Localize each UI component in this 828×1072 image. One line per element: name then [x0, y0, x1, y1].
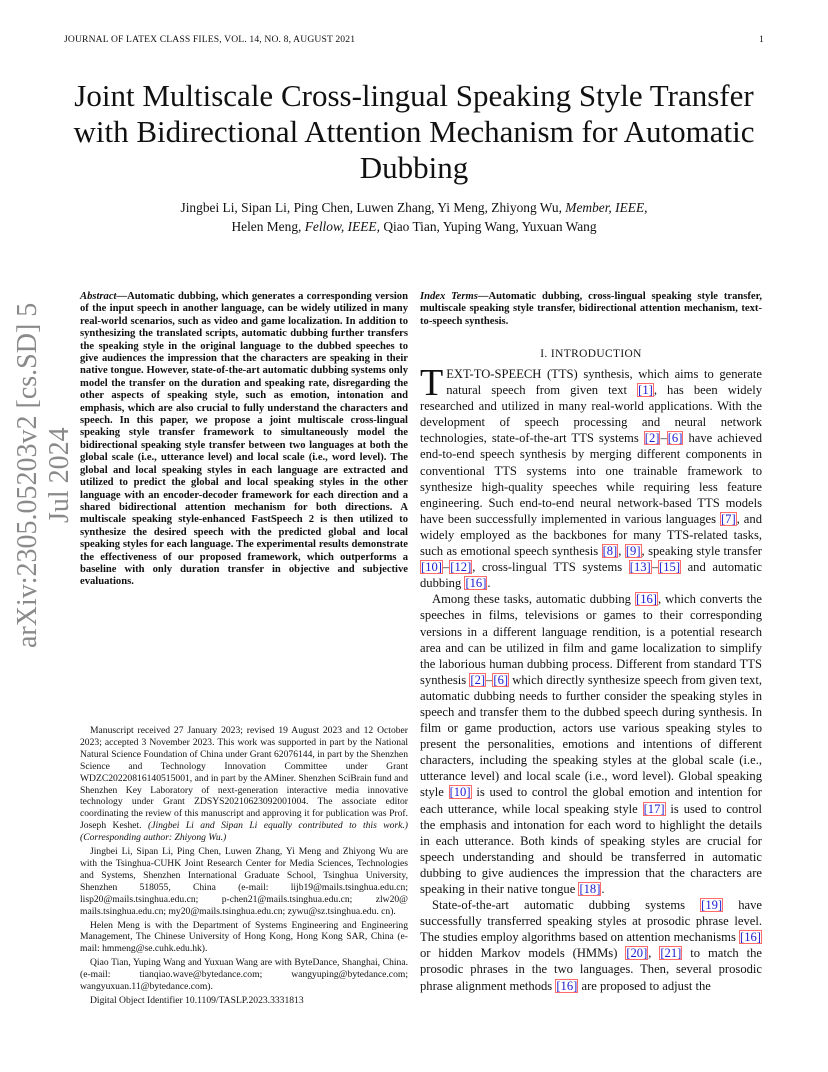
index-terms-lead: Index Terms	[420, 291, 478, 302]
citation-link[interactable]: [8]	[602, 544, 618, 559]
citation-link[interactable]: [20]	[626, 946, 648, 961]
footnotes	[80, 725, 408, 1009]
citation-link[interactable]: [17]	[643, 801, 665, 816]
intro-paragraph-1: TEXT-TO-SPEECH (TTS) synthesis, which aims to generate natural speech from given text [1], has been widely researched and utilized in many real-world applications. With the development of speech processing and neural network technologies, state-of-the-art TTS systems [2]–[6] have achieved end-to-end speech synthesis by merging different components in conventional TTS systems into one trainable framework to synthesize high-quality speeches while requiring less feature engineering. Such end-to-end neural network-based TTS models have been successfully implemented in various languages [7], and widely employed as the backbones for many TTS-related tasks, such as emotional speech synthesis [8], [9], speaking style transfer [10]–[12], cross-lingual TTS systems [13]–[15] and automatic dubbing [16].	[420, 362, 762, 591]
citation-link[interactable]: [21]	[660, 946, 682, 961]
citation-link[interactable]: [15]	[659, 560, 681, 575]
journal-header: JOURNAL OF LATEX CLASS FILES, VOL. 14, NO. 8, AUGUST 2021	[64, 34, 356, 45]
citation-link[interactable]: [6]	[493, 672, 509, 687]
abstract-lead: Abstract	[80, 291, 117, 302]
authors-line2b: Qiao Tian, Yuping Wang, Yuxuan Wang	[379, 219, 597, 234]
intro-paragraph-3: State-of-the-art automatic dubbing systems [19] have successfully transferred speaking styles at prosodic phrase level. The studies employ algorithms based on attention mechanisms [16] or hidden Markov models (HMMs) [20], [21] to match the prosodic phrases in the two languages. Then, several prosodic phrase alignment methods [16] are proposed to adjust the	[420, 898, 763, 993]
author-list	[64, 198, 764, 236]
abstract	[80, 291, 408, 589]
citation-link[interactable]: [7]	[720, 511, 736, 526]
abstract-text: —Automatic dubbing, which generates a corresponding version of the input speech in another language, can be widely utilized in many real-world scenarios, such as video and game localization. In addition to synthesizing the translated scripts, automatic dubbing further transfers the speaking style in the original language to the dubbed speeches to give audiences the impression that the characters are speaking in their native tongue. However, state-of-the-art automatic dubbing systems only model the transfer on the duration and speaking rate, disregarding the other aspects of speaking style, such as emotion, intonation and emphasis, which are also crucial to fully understand the characters and speech. In this paper, we propose a joint multiscale cross-lingual speaking style transfer framework to simultaneously model the bidirectional speaking style transfer between two languages at both the global scale (i.e., utterance level) and local scale (i.e., word level). The global and local speaking styles in each language are extracted and utilized to predict the global and local speaking styles in the other language with an encoder-decoder framework for each direction and a shared bidirectional attention mechanism for both directions. A multiscale speaking style-enhanced FastSpeech 2 is then utilized to synthesize the desired speech with the predicted global and local speaking styles for each language. The experimental results demonstrate the effectiveness of our proposed framework, which outperforms a baseline with only duration transfer in objective and subjective evaluations.	[80, 291, 408, 588]
page-number: 1	[759, 34, 764, 45]
citation-link[interactable]: [19]	[701, 898, 723, 913]
paper-title: Joint Multiscale Cross-lingual Speaking Style Transfer with Bidirectional Attention Mechanism for Automatic Dubbing	[73, 78, 755, 185]
footnote-affiliation-bytedance: Qiao Tian, Yuping Wang and Yuxuan Wang are with ByteDance, Shanghai, China. (e-mail: tianqiao.wave@bytedance.com; wangyuping@bytedance.com; wangyuxuan.11@bytedance.com).	[80, 957, 408, 993]
citation-link[interactable]: [13]	[629, 560, 651, 575]
authors-line1: Jingbei Li, Sipan Li, Ping Chen, Luwen Zhang, Yi Meng, Zhiyong Wu,	[180, 200, 566, 215]
citation-link[interactable]: [2]	[644, 431, 660, 446]
citation-link[interactable]: [10]	[449, 785, 471, 800]
index-terms	[420, 291, 762, 328]
drop-cap: T	[420, 362, 444, 404]
footnote-affiliation-tsinghua: Jingbei Li, Sipan Li, Ping Chen, Luwen Zhang, Yi Meng and Zhiyong Wu are with the Tsinghua-CUHK Joint Research Center for Media Sciences, Technologies and Systems, Shenzhen International Graduate School, Tsinghua University, Shenzhen 518055, China (e-mail: lijb19@mails.tsinghua.edu.cn; lisp20@mails.tsinghua.edu.cn; p-chen21@mails.tsinghua.edu.cn; zlw20@ mails.tsinghua.edu.cn; my20@mails.tsinghua.edu.cn; zywu@sz.tsinghua.edu. cn).	[80, 846, 408, 917]
index-terms-text: —Automatic dubbing, cross-lingual speaking style transfer, multiscale speaking style transfer, bidirectional attention mechanism, text-to-speech synthesis.	[420, 291, 762, 327]
intro-paragraph-2: Among these tasks, automatic dubbing [16], which converts the speeches in films, televisions or games to their corresponding versions in a different language rendition, is a potential research area and can be utilized in film and game localization to simplify the laborious human dubbing process. Different from standard TTS synthesis [2]–[6] which directly synthesize speech from given text, automatic dubbing needs to further consider the speaking styles in speech and transfer them to the dubbed speech during synthesis. In film or game production, actors use various speaking styles to present the personalities, emotions and intentions of different characters, including the speaking styles at the global scale (i.e., utterance level) and local scale (i.e., word level). Global speaking style [10] is used to control the global emotion and intention for each utterance, while local speaking style [17] is used to control the emphasis and intonation for each word to highlight the details in each utterance. Both kinds of speaking styles are crucial for speech understanding and should be transferred in automatic dubbing to give audiences the impression that the characters are speaking in their native tongue [18].	[420, 592, 763, 896]
citation-link[interactable]: [10]	[421, 560, 442, 575]
citation-link[interactable]: [18]	[579, 882, 601, 896]
author-role-fellow: Fellow, IEEE,	[304, 219, 380, 234]
citation-link[interactable]: [16]	[636, 592, 657, 607]
authors-line2a: Helen Meng,	[231, 219, 305, 234]
citation-link[interactable]: [1]	[638, 383, 653, 398]
arxiv-stamp: arXiv:2305.05203v2 [cs.SD] 5 Jul 2024	[12, 302, 75, 648]
footnote-manuscript: Manuscript received 27 January 2023; revised 19 August 2023 and 12 October 2023; accepted 3 November 2023. This work was supported in part by the National Natural Science Foundation of China under Grant 62076144, in part by the Shenzhen Science and Technology Innovation Committee under Grant WDZC20220816140515001, and in part by the AMiner. Shenzhen SciBrain fund and Shenzhen Key Laboratory of next-generation interactive media innovative technology under Grant ZDSYS20210623092001004. The associate editor coordinating the review of this manuscript and approving it for publication was Prof. Joseph Keshet. (Jingbei Li and Sipan Li equally contributed to this work.) (Corresponding author: Zhiyong Wu.)	[80, 725, 409, 844]
citation-link[interactable]: [6]	[667, 431, 683, 446]
section-heading-introduction: I. INTRODUCTION	[540, 348, 642, 360]
citation-link[interactable]: [12]	[450, 560, 472, 575]
citation-link[interactable]: [9]	[625, 544, 641, 559]
citation-link[interactable]: [16]	[740, 930, 761, 945]
footnote-doi: Digital Object Identifier 10.1109/TASLP.2023.3331813	[90, 994, 304, 1006]
introduction-body	[420, 362, 763, 994]
citation-link[interactable]: [16]	[556, 978, 578, 993]
footnote-affiliation-cuhk: Helen Meng is with the Department of Systems Engineering and Engineering Management, The Chinese University of Hong Kong, Hong Kong SAR, China (e-mail: hmmeng@se.cuhk.edu.hk).	[80, 919, 408, 955]
citation-link[interactable]: [2]	[470, 672, 486, 687]
citation-link[interactable]: [16]	[465, 576, 487, 591]
author-role-member: Member, IEEE,	[565, 200, 648, 215]
